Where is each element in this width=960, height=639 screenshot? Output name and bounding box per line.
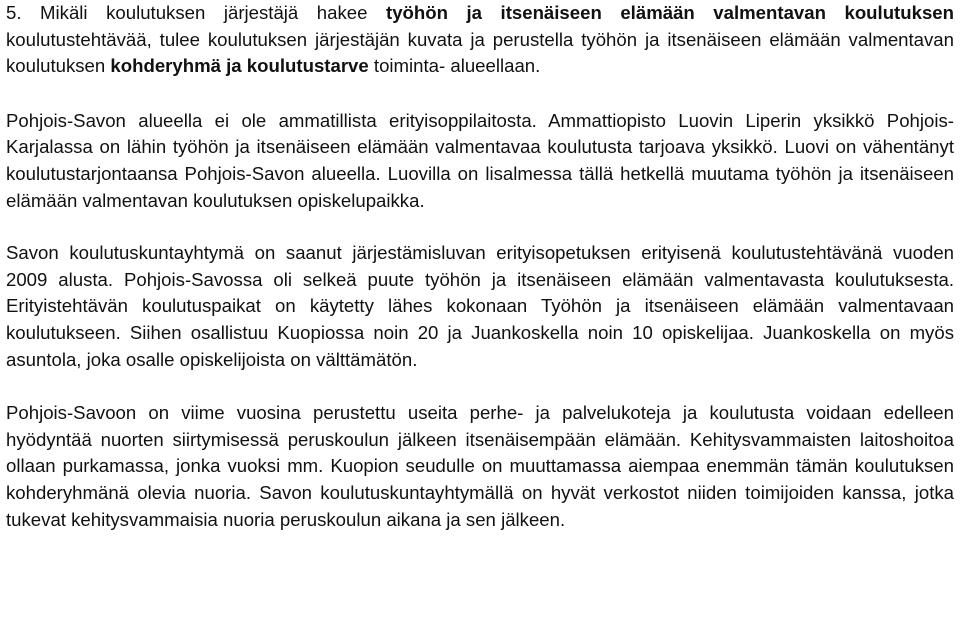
- question-bold-1: työhön ja itsenäiseen elämään valmentavan koulutuksen: [386, 2, 954, 23]
- question-number: 5.: [6, 2, 22, 23]
- question-text-2: koulutustehtävää, tulee koulutuksen järjestäjän kuvata ja perustella työhön ja itsenäiseen elämään valmentavan koulutuksen: [6, 28, 954, 77]
- answer-paragraph-1: Pohjois-Savon alueella ei ole ammatillista erityisoppilaitosta. Ammattiopisto Luovin Liperin yksikkö Pohjois-Karjalassa on lähin työhön ja itsenäiseen elämään valmentavaa koulutusta tarjoava yksikkö. Luovi on vähentänyt koulutustarjontaansa Pohjois-Savon alueella. Luovilla on lisalmessa tällä hetkellä muutama työhön ja itsenäiseen elämään valmentavan koulutuksen opiskelupaikka.: [6, 109, 954, 211]
- question-text-3: toiminta- alueellaan.: [368, 55, 541, 77]
- document-page: [6, 0, 954, 533]
- question-bold-2: kohderyhmä ja koulutustarve: [110, 55, 369, 77]
- question-text-1: Mikäli koulutuksen järjestäjä hakee: [40, 2, 386, 23]
- question-paragraph: [6, 0, 954, 80]
- answer-paragraph-3: Pohjois-Savoon on viime vuosina perustettu useita perhe- ja palvelukoteja ja koulutusta voidaan edelleen hyödyntää nuorten siirtymisessä peruskoulun jälkeen itsenäisempään elämään. Kehitysvammaisten laitoshoitoa ollaan purkamassa, jonka vuoksi mm. Kuopion seudulle on muuttamassa aiempaa enemmän tämän koulutuksen kohderyhmänä olevia nuoria. Savon koulutuskuntayhtymällä on hyvät verkostot niiden toimijoiden kanssa, jotka tukevat kehitysvammaisia nuoria peruskoulun aikana ja sen jälkeen.: [6, 402, 954, 530]
- answer-paragraph-2: Savon koulutuskuntayhtymä on saanut järjestämisluvan erityisopetuksen erityisenä koulutustehtävänä vuoden 2009 alusta. Pohjois-Savossa oli selkeä puute työhön ja itsenäiseen elämään valmentavasta koulutuksesta. Erityistehtävän koulutuspaikat on käytetty lähes kokonaan Työhön ja itsenäiseen elämään valmentavaan koulutukseen. Siihen osallistuu Kuopiossa noin 20 ja Juankoskella noin 10 opiskelijaa. Juankoskella on myös asuntola, joka osalle opiskelijoista on välttämätön.: [6, 242, 954, 370]
